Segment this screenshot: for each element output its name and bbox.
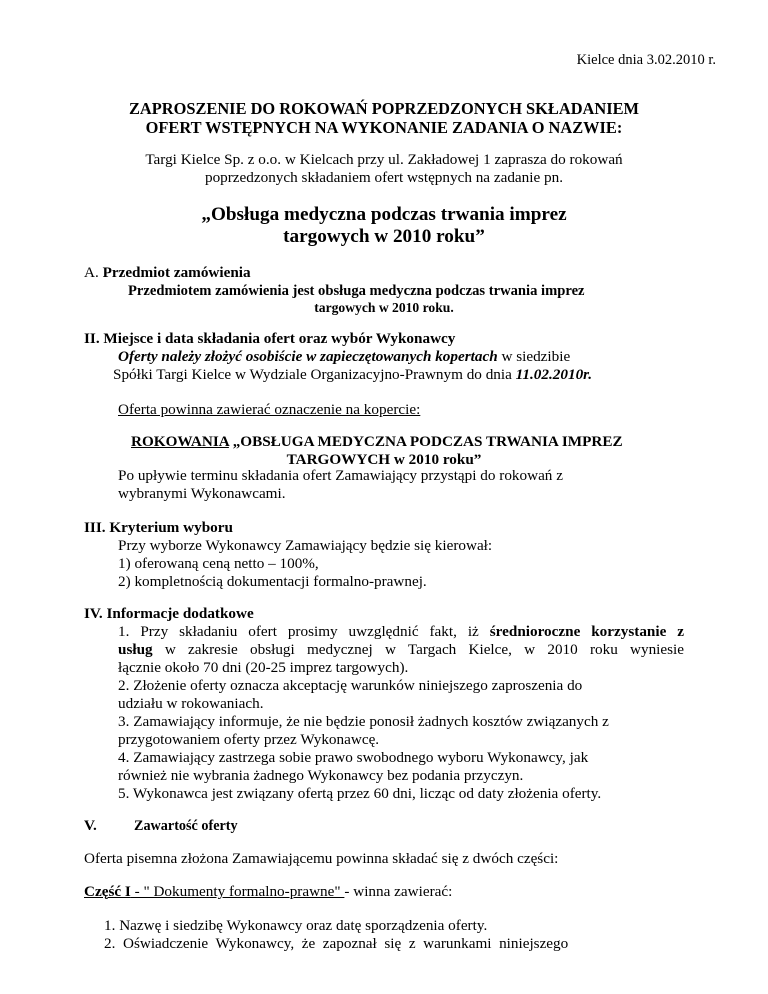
info-paragraph-1	[118, 623, 684, 677]
info-p1-bold-2: usług	[118, 641, 153, 658]
section-ii-after-1: Po upływie terminu składania ofert Zamawiający przystąpi do rokowań z	[118, 467, 563, 484]
info-p4-line-1: 4. Zamawiający zastrzega sobie prawo swobodnego wyboru Wykonawcy, jak	[118, 749, 589, 766]
section-ii-after-2: wybranymi Wykonawcami.	[118, 485, 286, 502]
section-ii-line-2	[113, 366, 592, 384]
section-iv-heading: IV. Informacje dodatkowe	[84, 605, 254, 622]
part-one-heading	[84, 883, 452, 901]
envelope-title-2: TARGOWYCH w 2010 roku”	[286, 451, 482, 468]
info-p1-bold: średnioroczne korzystanie z	[489, 623, 684, 640]
info-p5-line-1: 5. Wykonawca jest związany ofertą przez 60 dni, licząc od daty złożenia oferty.	[118, 785, 602, 802]
envelope-label: ROKOWANIA	[131, 433, 229, 450]
section-iii-heading: III. Kryterium wyboru	[84, 519, 233, 536]
info-p3-line-2: przygotowaniem oferty przez Wykonawcę.	[118, 731, 380, 748]
envelope-title-1: „OBSŁUGA MEDYCZNA PODCZAS TRWANIA IMPREZ	[228, 433, 623, 450]
place-date: Kielce dnia 3.02.2010 r.	[576, 52, 716, 68]
section-a-line-1: Przedmiotem zamówienia jest obsługa medyczna podczas trwania imprez	[128, 283, 585, 299]
section-ii-line-1-rest: w siedzibie	[497, 348, 571, 365]
section-ii-emphasis: Oferty należy złożyć osobiście w zapieczętowanych kopertach	[118, 348, 498, 365]
part-one-item-2: 2. Oświadczenie Wykonawcy, że zapoznał się z warunkami niniejszego	[104, 935, 569, 952]
section-ii-heading: II. Miejsce i data składania ofert oraz wybór Wykonawcy	[84, 330, 456, 347]
info-p1-text-2: w zakresie obsługi medycznej w Targach Kielce, w 2010 roku wyniesie	[152, 641, 684, 658]
section-a-line-2: targowych w 2010 roku.	[314, 300, 454, 315]
section-v-marker: V.	[84, 817, 97, 834]
title-line-1: ZAPROSZENIE DO ROKOWAŃ POPRZEDZONYCH SKŁADANIEM	[129, 99, 639, 118]
criteria-item: 1) oferowaną ceną netto – 100%,	[118, 555, 319, 572]
envelope-note: Oferta powinna zawierać oznaczenie na kopercie:	[118, 401, 421, 418]
info-p4-line-2: również nie wybrania żadnego Wykonawcy bez podania przyczyn.	[118, 767, 524, 784]
title-line-2: OFERT WSTĘPNYCH NA WYKONANIE ZADANIA O NAZWIE:	[145, 118, 623, 137]
info-p1-line-1	[118, 623, 684, 641]
intro-line-1: Targi Kielce Sp. z o.o. w Kielcach przy ul. Zakładowej 1 zaprasza do rokowań	[145, 151, 623, 168]
intro-line-2: poprzedzonych składaniem ofert wstępnych na zadanie pn.	[204, 169, 564, 186]
part-one-title: - " Dokumenty formalno-prawne"	[130, 883, 345, 900]
info-p2-line-2: udziału w rokowaniach.	[118, 695, 264, 712]
section-a-marker: A.	[84, 264, 99, 281]
section-v-heading: Zawartość oferty	[134, 818, 238, 834]
info-p1-line-3: łącznie około 70 dni (20-25 imprez targowych).	[118, 659, 409, 676]
part-one-rest: - winna zawierać:	[344, 883, 453, 900]
submission-deadline: 11.02.2010r.	[515, 366, 593, 383]
task-name-line-2: targowych w 2010 roku”	[283, 226, 485, 247]
info-p3-line-1: 3. Zamawiający informuje, że nie będzie ponosił żadnych kosztów związanych z	[118, 713, 609, 730]
info-p1-text: 1. Przy składaniu ofert prosimy uwzględnić fakt, iż	[118, 623, 490, 640]
part-one-item-1: 1. Nazwę i siedzibę Wykonawcy oraz datę sporządzenia oferty.	[104, 917, 488, 934]
task-name-line-1: „Obsługa medyczna podczas trwania imprez	[201, 204, 567, 225]
section-ii-line-2-text: Spółki Targi Kielce w Wydziale Organizacyjno-Prawnym do dnia	[113, 366, 516, 383]
section-v-intro: Oferta pisemna złożona Zamawiającemu powinna składać się z dwóch części:	[84, 850, 559, 867]
part-one-label: Część I	[84, 883, 131, 900]
section-a-title: Przedmiot zamówienia	[102, 264, 251, 281]
info-p2-line-1: 2. Złożenie oferty oznacza akceptację warunków niniejszego zaproszenia do	[118, 677, 583, 694]
section-ii-line-1	[118, 348, 570, 366]
info-p1-line-2	[118, 641, 684, 659]
envelope-line-1	[131, 433, 623, 451]
section-iii-intro: Przy wyborze Wykonawcy Zamawiający będzie się kierował:	[118, 537, 493, 554]
section-a-heading	[84, 264, 251, 282]
criteria-item: 2) kompletnością dokumentacji formalno-prawnej.	[118, 573, 427, 590]
